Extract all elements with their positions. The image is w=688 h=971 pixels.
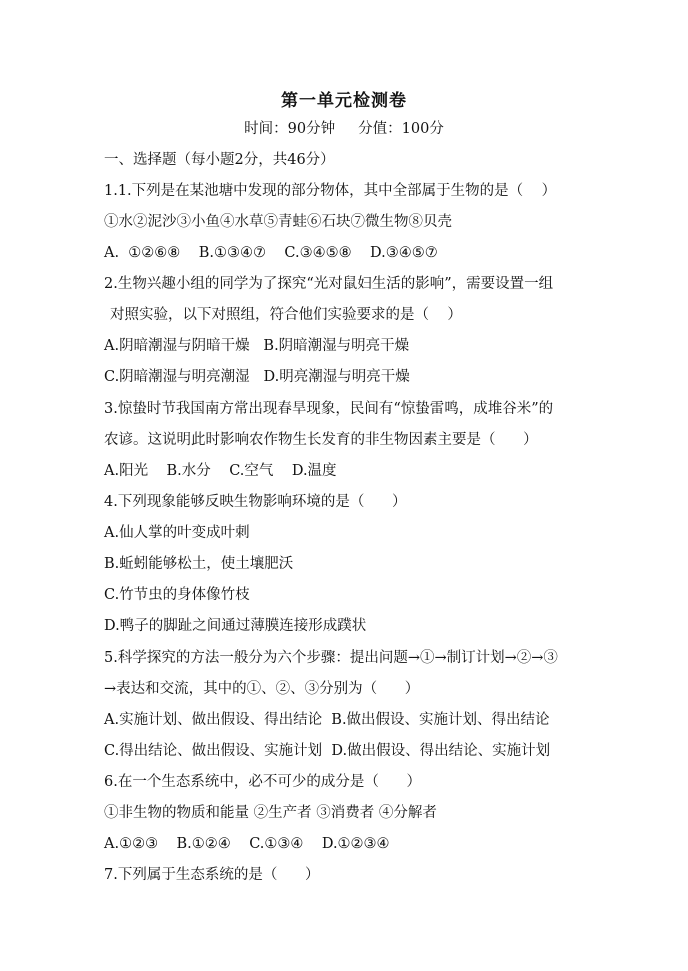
question-1-items: ①水②泥沙③小鱼④水草⑤青蛙⑥石块⑦微生物⑧贝壳: [104, 214, 452, 230]
question-2-stem-line1: 2.生物兴趣小组的同学为了探究“光对鼠妇生活的影响”，需要设置一组: [104, 276, 554, 292]
question-2-stem-line2: 对照实验，以下对照组，符合他们实验要求的是（ ）: [110, 307, 462, 323]
question-3-stem-line1: 3.惊蛰时节我国南方常出现春旱现象，民间有“惊蛰雷鸣，成堆谷米”的: [104, 401, 554, 417]
question-4-option-c: C.竹节虫的身体像竹枝: [104, 587, 250, 603]
question-6-stem: 6.在一个生态系统中，必不可少的成分是（ ）: [104, 774, 421, 790]
question-3-options: A.阳光 B.水分 C.空气 D.温度: [104, 463, 337, 479]
question-3-stem-line2: 农谚。这说明此时影响农作物生长发育的非生物因素主要是（ ）: [104, 432, 538, 448]
page-title: 第一单元检测卷: [281, 91, 407, 111]
question-5-options-line1: A.实施计划、做出假设、得出结论 B.做出假设、实施计划、得出结论: [104, 712, 550, 728]
exam-meta: 时间：90分钟 分值：100分: [244, 121, 444, 137]
question-4-stem: 4.下列现象能够反映生物影响环境的是（ ）: [104, 494, 407, 510]
question-6-items: ①非生物的物质和能量 ②生产者 ③消费者 ④分解者: [104, 805, 437, 821]
question-4-option-b: B.蚯蚓能够松土，使土壤肥沃: [104, 556, 294, 572]
question-1-stem: 1.1.下列是在某池塘中发现的部分物体，其中全部属于生物的是（ ）: [104, 183, 557, 199]
question-5-stem-line1: 5.科学探究的方法一般分为六个步骤：提出问题→①→制订计划→②→③: [104, 650, 558, 666]
question-4-option-d: D.鸭子的脚趾之间通过薄膜连接形成蹼状: [104, 618, 367, 634]
question-5-stem-line2: →表达和交流，其中的①、②、③分别为（ ）: [104, 681, 420, 697]
question-7-stem: 7.下列属于生态系统的是（ ）: [104, 867, 320, 883]
question-2-options-line2: C.阴暗潮湿与明亮潮湿 D.明亮潮湿与明亮干燥: [104, 369, 410, 385]
question-4-option-a: A.仙人掌的叶变成叶刺: [104, 525, 250, 541]
question-5-options-line2: C.得出结论、做出假设、实施计划 D.做出假设、得出结论、实施计划: [104, 743, 551, 759]
section-heading: 一、选择题（每小题2分，共46分）: [104, 152, 335, 168]
question-1-options: A. ①②⑥⑧ B.①③④⑦ C.③④⑤⑧ D.③④⑤⑦: [104, 245, 438, 261]
question-6-options: A.①②③ B.①②④ C.①③④ D.①②③④: [104, 836, 390, 852]
question-2-options-line1: A.阴暗潮湿与阴暗干燥 B.阴暗潮湿与明亮干燥: [104, 338, 410, 354]
